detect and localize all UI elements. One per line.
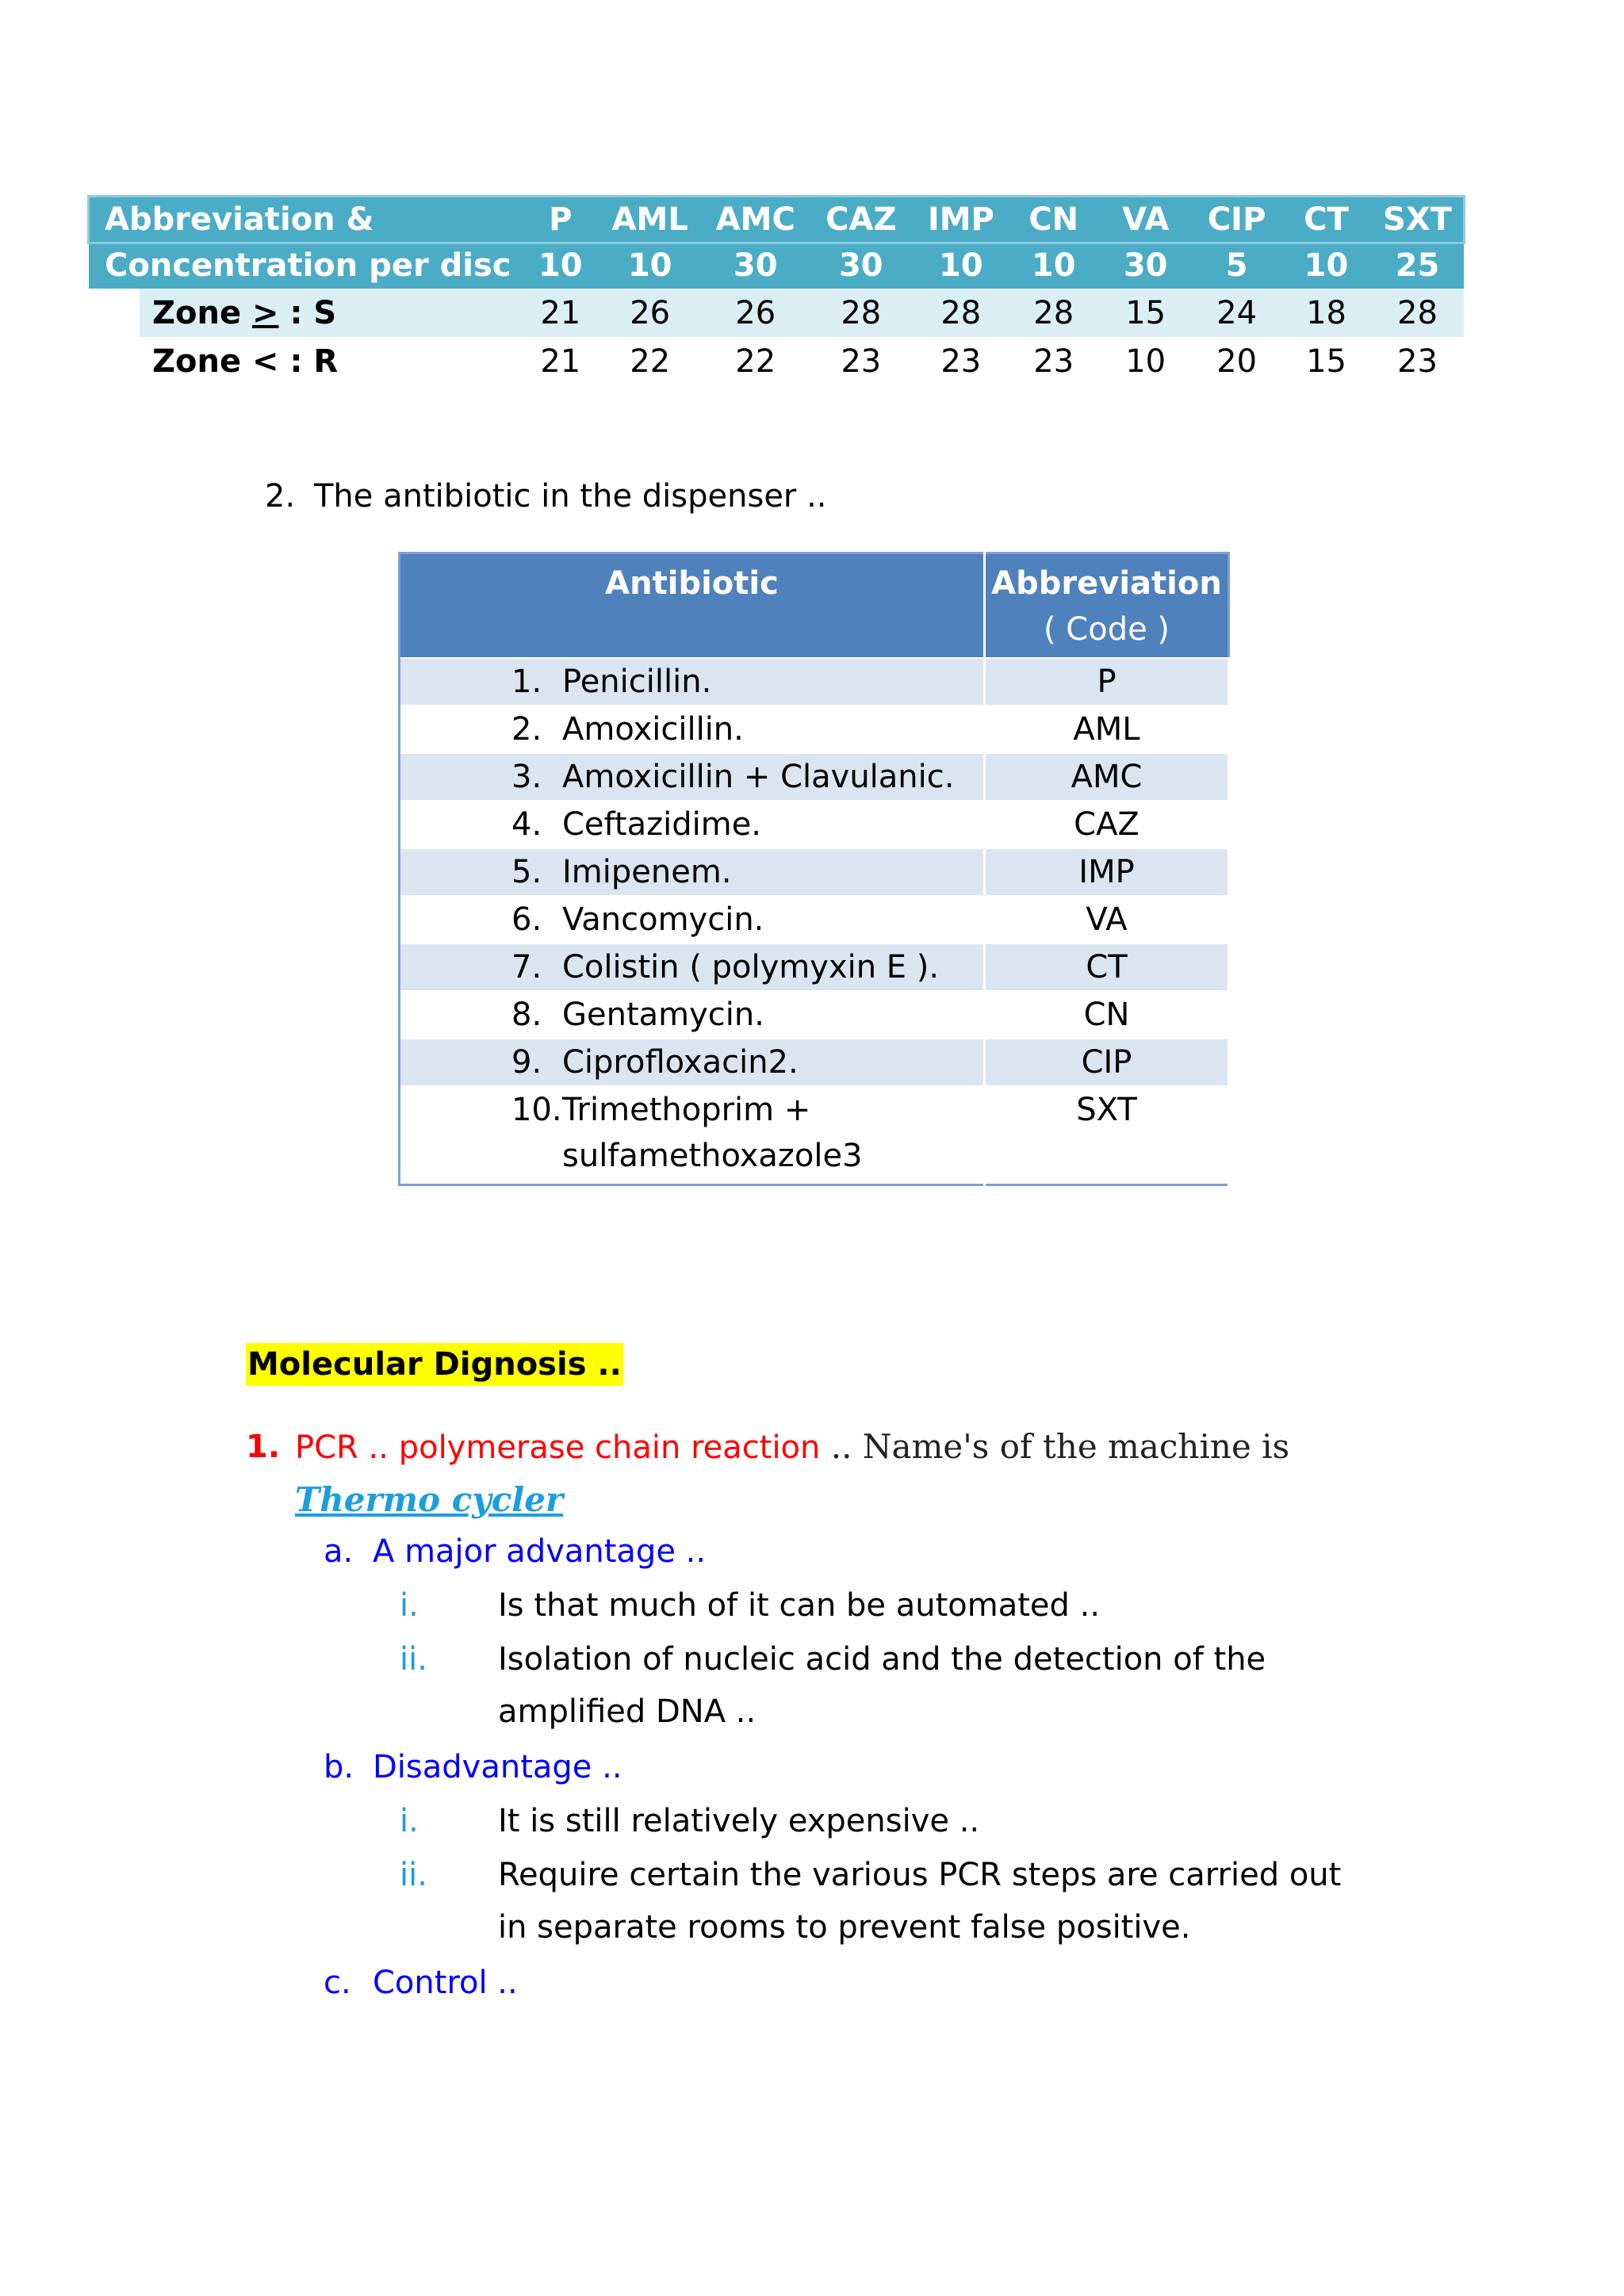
sub-text: Disadvantage .. [373, 1749, 622, 1785]
sub-item-advantage [324, 1525, 706, 1578]
roman-text: Is that much of it can be automated .. [498, 1587, 1101, 1624]
antibiotic-name-cell [400, 1039, 985, 1086]
table-row [400, 896, 1229, 943]
antibiotic-name: Ciprofloxacin2. [562, 1044, 799, 1081]
antibiotic-code: VA [985, 896, 1229, 943]
zone-value: 28 [808, 289, 914, 337]
paragraph-text: The antibiotic in the dispenser .. [314, 478, 827, 515]
antibiotic-name: Penicillin. [562, 664, 712, 700]
antibiotic-name-cell [400, 991, 985, 1039]
zone-value: 15 [1306, 342, 1346, 380]
antibiotic-name: Colistin ( polymyxin E ). [562, 949, 940, 985]
row-number: 2. [511, 711, 542, 748]
antibiotic-name: Amoxicillin + Clavulanic. [562, 759, 955, 795]
zone-col-code: IMP [927, 201, 994, 238]
row-number: 7. [511, 949, 542, 985]
sub-letter: b. [324, 1749, 354, 1785]
sub-letter: a. [324, 1533, 354, 1570]
antibiotic-name-cell [400, 658, 985, 706]
zone-value: 23 [1033, 342, 1074, 380]
section-heading-molecular: Molecular Dignosis .. [246, 1343, 623, 1386]
antibiotic-name-cell [400, 1086, 985, 1185]
sub-item-control [324, 1957, 518, 2009]
sub-item-disadvantage [324, 1741, 622, 1793]
row-number: 4. [511, 806, 542, 843]
roman-item [400, 1579, 1431, 1632]
zone-col-conc: 10 [1304, 247, 1349, 284]
zone-col-code: CAZ [825, 201, 897, 238]
antibiotic-code-table [398, 552, 1230, 1186]
zone-value: 22 [735, 342, 776, 380]
header-antibiotic: Antibiotic [400, 553, 985, 659]
antibiotic-name: Vancomycin. [562, 901, 764, 938]
zone-value: 10 [1125, 342, 1166, 380]
zone-col-conc: 10 [627, 247, 672, 284]
roman-number: ii. [400, 1857, 427, 1893]
zone-value: 18 [1281, 289, 1371, 337]
zone-col-code: CT [1304, 201, 1349, 238]
antibiotic-name: Trimethoprim + sulfamethoxazole3 [562, 1092, 863, 1174]
zone-value: 24 [1192, 289, 1281, 337]
zone-col-code: CIP [1207, 201, 1266, 238]
antibiotic-code: CT [985, 943, 1229, 991]
zone-col-conc: 10 [1031, 247, 1076, 284]
zone-label-suffix: : S [278, 294, 337, 331]
zone-col-conc: 30 [838, 247, 883, 284]
row-number: 10. [511, 1092, 562, 1128]
row-number: 5. [511, 854, 542, 890]
antibiotic-code: CIP [985, 1039, 1229, 1086]
zone-col-conc: 5 [1225, 247, 1248, 284]
zone-col-conc: 10 [538, 247, 583, 284]
table-row [400, 1086, 1229, 1185]
zone-value: 23 [841, 342, 882, 380]
roman-number: i. [400, 1587, 419, 1624]
antibiotic-name: Gentamycin. [562, 997, 764, 1033]
antibiotic-code: AMC [985, 753, 1229, 801]
zone-value: 28 [1008, 289, 1099, 337]
zone-value: 23 [1397, 342, 1438, 380]
roman-number: ii. [400, 1641, 427, 1678]
zone-label-prefix: Zone [152, 294, 253, 331]
antibiotic-name-cell [400, 706, 985, 753]
antibiotic-code: CN [985, 991, 1229, 1039]
table-row [400, 1039, 1229, 1086]
table-row [400, 658, 1229, 706]
antibiotic-name-cell [400, 801, 985, 848]
zone-value: 20 [1216, 342, 1258, 380]
antibiotic-name-cell [400, 943, 985, 991]
antibiotic-name-cell [400, 753, 985, 801]
zone-row-label: Zone < : R [152, 342, 339, 380]
row-number: 9. [511, 1044, 542, 1081]
antibiotic-name-cell [400, 848, 985, 896]
zone-col-code: P [549, 201, 573, 238]
table-row [400, 706, 1229, 753]
table-row [400, 991, 1229, 1039]
zone-col-code: SXT [1383, 201, 1452, 238]
zone-row-resistant [89, 337, 1464, 385]
header-abbreviation [985, 553, 1229, 659]
zone-col-code: AML [611, 201, 688, 238]
list-item-pcr [246, 1421, 1396, 1527]
zone-header-label: Abbreviation & [105, 201, 374, 238]
row-number: 8. [511, 997, 542, 1033]
roman-item [400, 1633, 1431, 1738]
antibiotic-code: AML [985, 706, 1229, 753]
zone-row-susceptible [89, 289, 1464, 337]
sub-letter: c. [324, 1965, 351, 2001]
thermo-cycler-link[interactable]: Thermo cycler [295, 1480, 564, 1519]
roman-number: i. [400, 1803, 419, 1839]
roman-item [400, 1849, 1431, 1954]
antibiotic-code: SXT [985, 1086, 1229, 1185]
zone-col-conc: 10 [938, 247, 983, 284]
pcr-term: PCR .. polymerase chain reaction [295, 1429, 821, 1466]
table-row [400, 801, 1229, 848]
header-abbreviation-title: Abbreviation [991, 565, 1222, 602]
zone-value: 26 [597, 289, 703, 337]
zone-col-code: VA [1122, 201, 1170, 238]
ge-symbol: > [252, 294, 279, 331]
item-body [246, 1421, 1396, 1527]
zone-col-conc: 30 [733, 247, 778, 284]
zone-value: 28 [1371, 289, 1464, 337]
zone-header-row-1 [89, 197, 1464, 243]
item-number: 1. [246, 1429, 281, 1465]
zone-value: 22 [630, 342, 671, 380]
zone-header-row-2 [89, 243, 1464, 289]
table-row [400, 848, 1229, 896]
zone-value: 23 [940, 342, 982, 380]
sub-text: A major advantage .. [373, 1533, 707, 1570]
antibiotic-name-cell [400, 896, 985, 943]
machine-text: .. Name's of the machine is [820, 1427, 1290, 1466]
numbered-paragraph-2 [265, 473, 827, 520]
antibiotic-name: Ceftazidime. [562, 806, 762, 843]
row-number: 6. [511, 901, 542, 938]
antibiotic-name: Imipenem. [562, 854, 732, 890]
antibiotic-code: CAZ [985, 801, 1229, 848]
sub-text: Control .. [373, 1965, 518, 2001]
zone-diameter-table [89, 197, 1464, 385]
zone-col-code: AMC [715, 201, 795, 238]
zone-row-label [89, 289, 523, 337]
antibiotic-code: P [985, 658, 1229, 706]
zone-value: 15 [1099, 289, 1192, 337]
header-abbreviation-sub: ( Code ) [1043, 611, 1170, 648]
roman-text: It is still relatively expensive .. [498, 1803, 980, 1839]
zone-value: 28 [914, 289, 1008, 337]
zone-value: 21 [540, 342, 581, 380]
zone-value: 26 [703, 289, 808, 337]
zone-col-code: CN [1028, 201, 1079, 238]
zone-col-conc: 25 [1395, 247, 1440, 284]
paragraph-number: 2. [265, 478, 296, 515]
table-row [400, 753, 1229, 801]
zone-header-label: Concentration per disc [105, 247, 511, 284]
zone-col-conc: 30 [1123, 247, 1168, 284]
antibiotic-header-row [400, 553, 1229, 659]
roman-text: Require certain the various PCR steps are carried out in separate rooms to prevent false positive. [498, 1857, 1342, 1946]
antibiotic-name: Amoxicillin. [562, 711, 744, 748]
roman-text: Isolation of nucleic acid and the detection of the amplified DNA .. [498, 1641, 1266, 1730]
zone-value: 21 [523, 289, 597, 337]
antibiotic-code: IMP [985, 848, 1229, 896]
roman-item [400, 1795, 1431, 1847]
table-row [400, 943, 1229, 991]
row-number: 1. [511, 664, 542, 700]
row-number: 3. [511, 759, 542, 795]
